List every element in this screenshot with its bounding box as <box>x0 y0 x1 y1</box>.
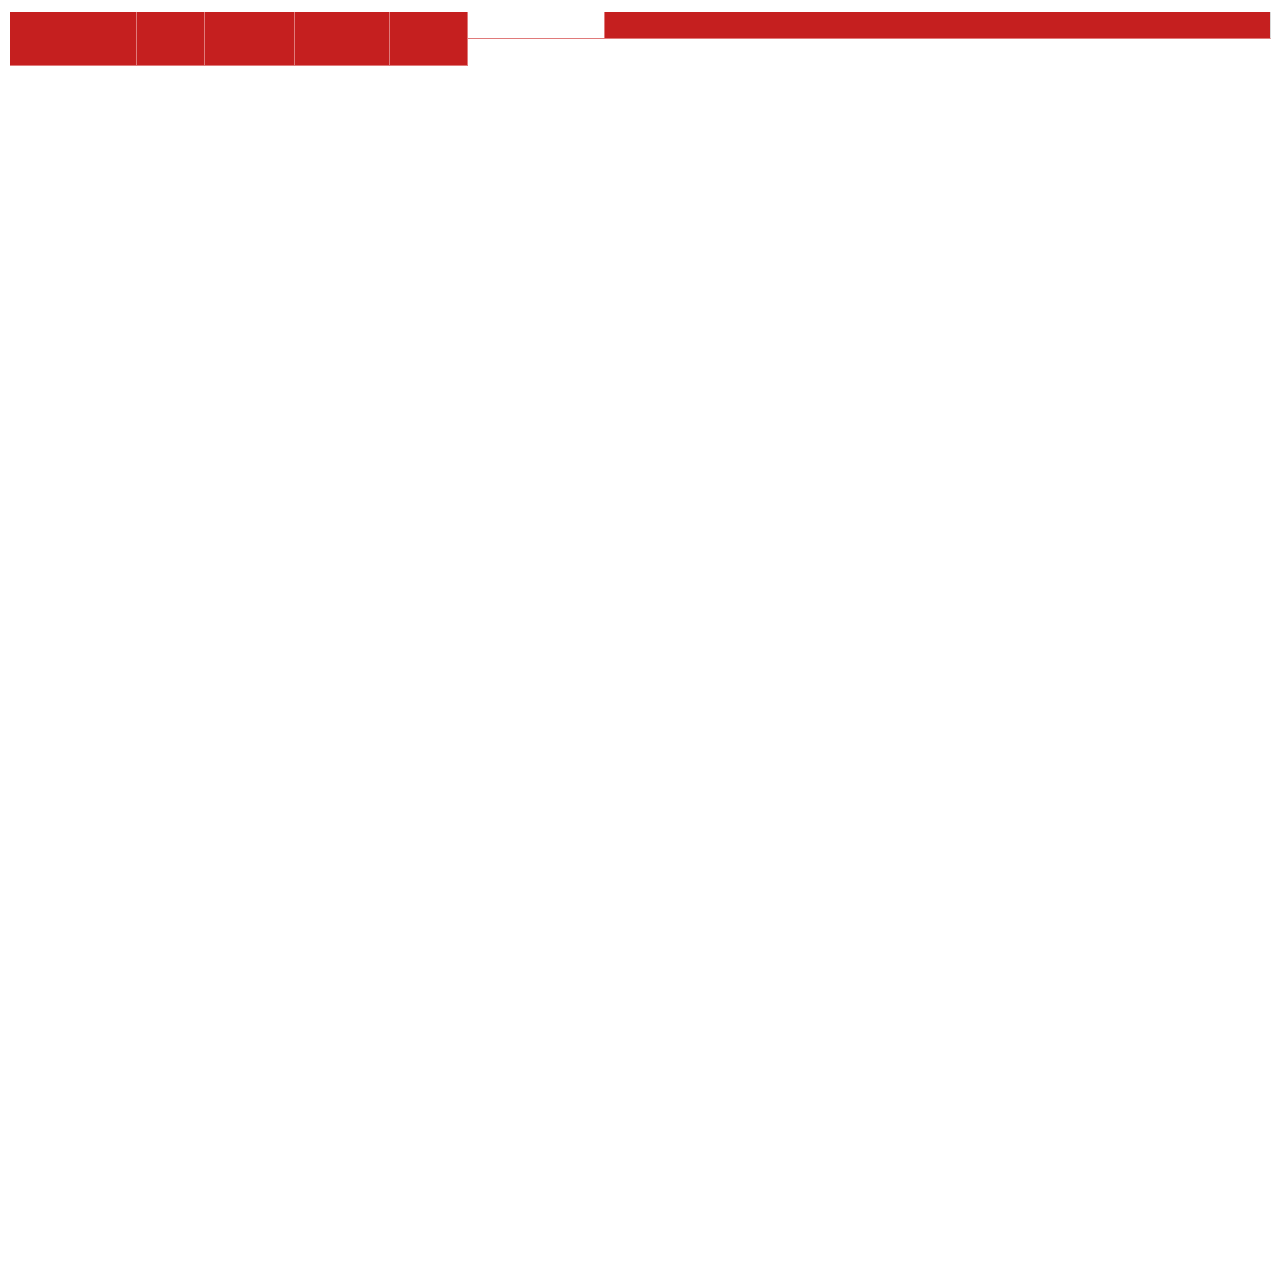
header-group-2026 <box>468 12 605 39</box>
header-product-name[interactable] <box>10 12 137 66</box>
header-ytd-2026[interactable] <box>390 12 468 66</box>
header-group-2025 <box>605 12 1271 39</box>
header-strategy[interactable] <box>295 12 390 66</box>
header-scale[interactable] <box>205 12 295 66</box>
header-manager[interactable] <box>137 12 205 66</box>
